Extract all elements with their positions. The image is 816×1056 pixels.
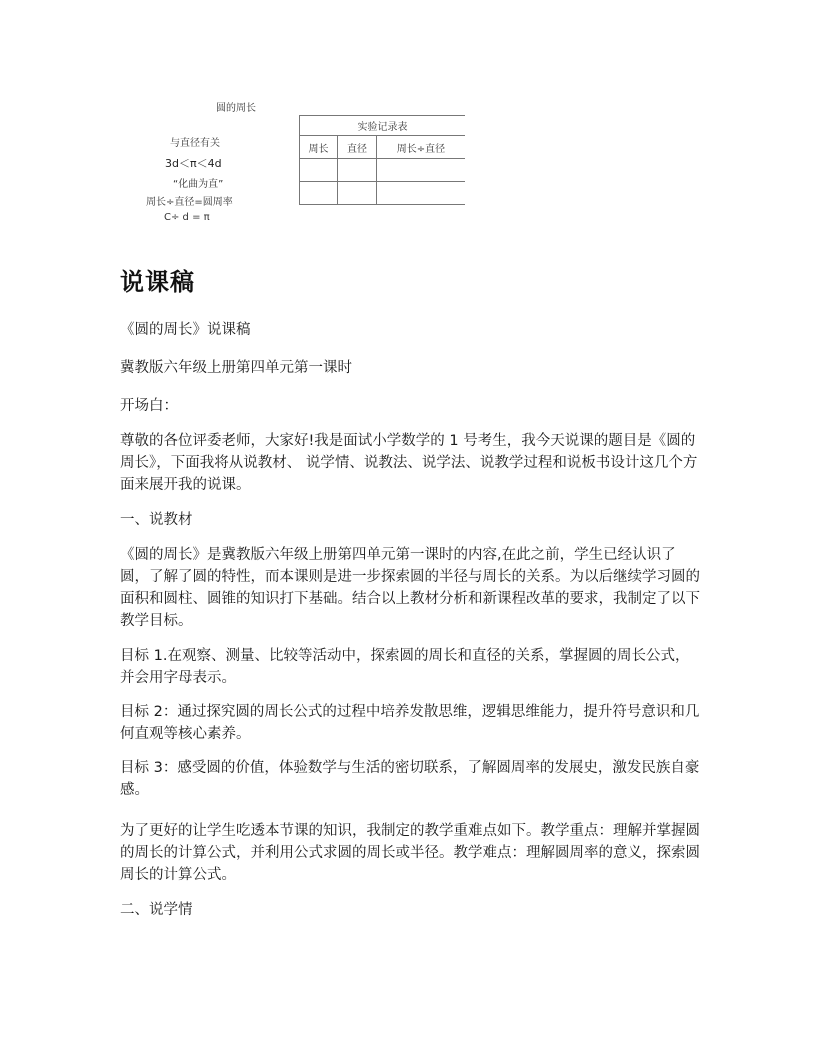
paragraph-goal-2: 目标 2：通过探究圆的周长公式的过程中培养发散思维，逻辑思维能力，提升符号意识和几何直观等核心素养。 [120, 704, 700, 742]
paragraph-key-points: 为了更好的让学生吃透本节课的知识，我制定的教学重难点如下。教学重点：理解并掌握圆的周长的计算公式，并利用公式求圆的周长或半径。教学难点：理解圆周率的意义，探索圆周长的计算公式。 [120, 823, 700, 883]
table-cell [377, 182, 466, 205]
table-cell [300, 182, 338, 205]
table-header: 直径 [338, 136, 377, 159]
section-heading-students: 二、说学情 [120, 902, 193, 918]
section-heading-textbook: 一、说教材 [120, 512, 193, 528]
paragraph-goal-3: 目标 3：感受圆的价值，体验数学与生活的密切联系，了解圆周率的发展史，激发民族自豪感。 [120, 760, 700, 798]
board-title: 圆的周长 [216, 103, 256, 114]
table-caption: 实验记录表 [300, 116, 466, 136]
board-note-4: 周长÷直径=圆周率 [146, 197, 233, 208]
paragraph-edition: 冀教版六年级上册第四单元第一课时 [120, 360, 352, 376]
paragraph-opening: 尊敬的各位评委老师，大家好!我是面试小学数学的 1 号考生，我今天说课的题目是《圆的周长》，下面我将从说教材、 说学情、说教法、说学法、说教学过程和说板书设计这几个方面来展开我的说课。 [120, 433, 698, 493]
board-note-5: C÷ d = π [164, 212, 210, 223]
paragraph-textbook: 《圆的周长》是冀教版六年级上册第四单元第一课时的内容,在此之前，学生已经认识了圆，了解了圆的特性，而本课则是进一步探索圆的半径与周长的关系。为以后继续学习圆的面积和圆柱、圆锥的知识打下基础。结合以上教材分析和新课程改革的要求，我制定了以下教学目标。 [120, 547, 700, 629]
table-cell [377, 159, 466, 182]
table-cell [300, 159, 338, 182]
table-cell [338, 159, 377, 182]
board-note-3: “化曲为直” [173, 179, 224, 190]
page-heading: 说课稿 [120, 268, 195, 296]
paragraph-opening-label: 开场白： [120, 398, 178, 414]
table-header: 周长 [300, 136, 338, 159]
table-row [300, 159, 466, 182]
paragraph-goal-1: 目标 1.在观察、测量、比较等活动中，探索圆的周长和直径的关系，掌握圆的周长公式，并会用字母表示。 [120, 648, 690, 686]
board-note-2: 3d＜π＜4d [165, 157, 222, 170]
experiment-record-table [299, 115, 465, 205]
table-header: 周长÷直径 [377, 136, 466, 159]
table-cell [338, 182, 377, 205]
paragraph-title: 《圆的周长》说课稿 [120, 322, 251, 338]
board-note-1: 与直径有关 [170, 138, 220, 149]
table-row [300, 182, 466, 205]
